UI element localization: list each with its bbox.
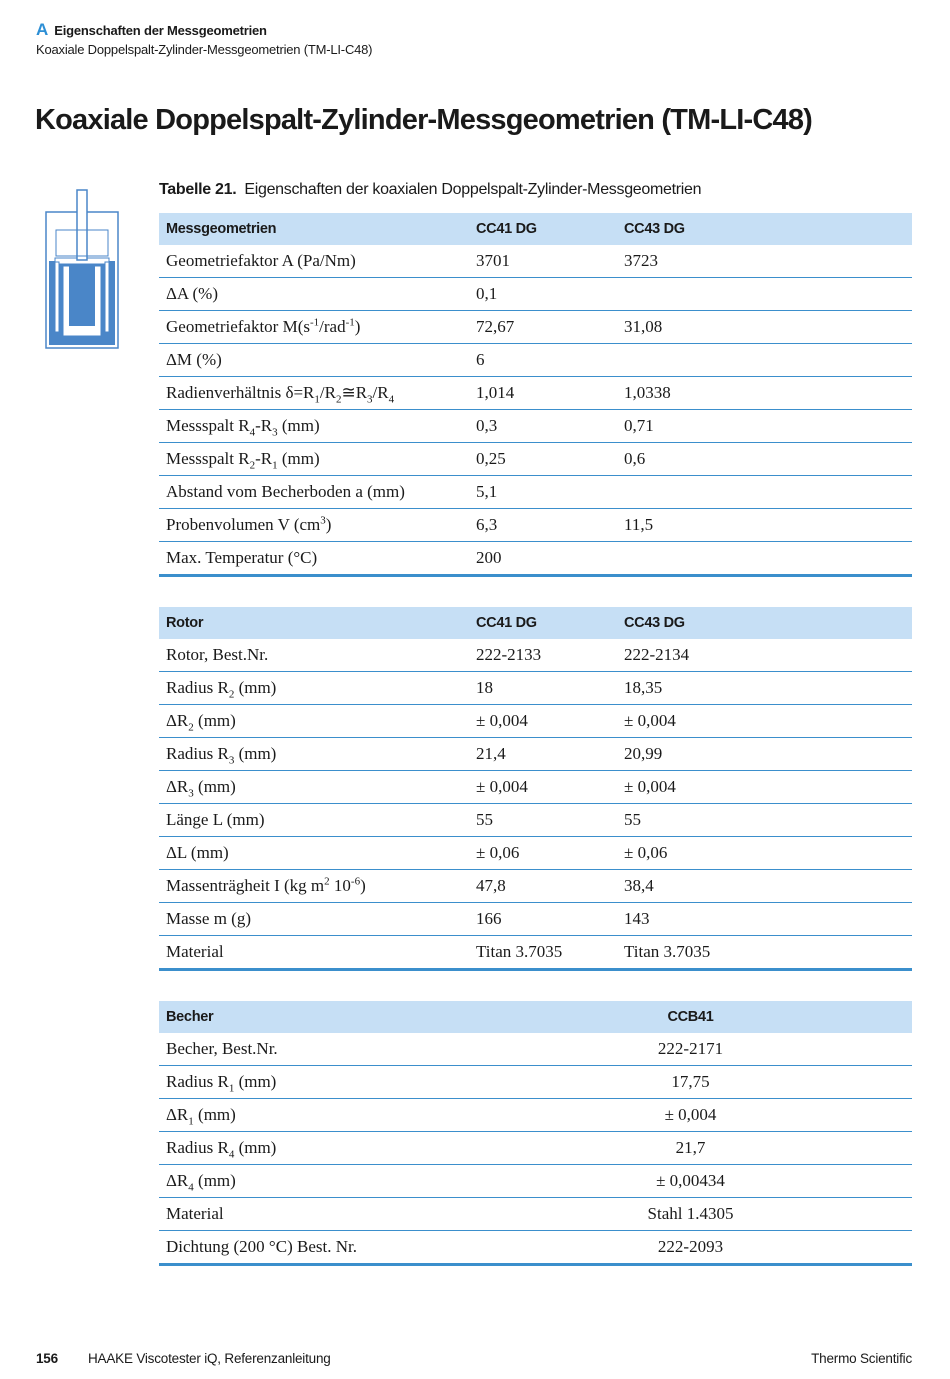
row-label: Masse m (g): [159, 903, 469, 936]
table-row: [159, 705, 912, 738]
row-label: Material: [159, 936, 469, 970]
cell-value: 222-2134: [617, 639, 912, 672]
row-label: $\Delta R_1$ (mm): [159, 1099, 469, 1132]
table-row: [159, 443, 912, 476]
cell-value: 6,3: [469, 509, 617, 542]
row-label: Massenträgheit I (kg $m^2$ $10^{-6}$): [159, 870, 469, 903]
table-row: [159, 278, 912, 311]
cell-value: 0,25: [469, 443, 617, 476]
table-row: [159, 738, 912, 771]
cell-value: 18,35: [617, 672, 912, 705]
cell-value: 31,08: [617, 311, 912, 344]
row-label: $\Delta R_4$ (mm): [159, 1165, 469, 1198]
cell-value: 222-2093: [469, 1231, 912, 1265]
table-row: [159, 1099, 912, 1132]
cell-value: 1,014: [469, 377, 617, 410]
cell-value: ± 0,004: [617, 705, 912, 738]
double-gap-cylinder-icon: [44, 188, 120, 350]
table-row: [159, 903, 912, 936]
table-row: [159, 509, 912, 542]
running-header: [36, 20, 372, 57]
chapter-letter: A: [36, 20, 49, 39]
cell-value: 20,99: [617, 738, 912, 771]
column-header: CCB41: [469, 1001, 912, 1033]
cell-value: ± 0,004: [469, 1099, 912, 1132]
cell-value: 0,1: [469, 278, 617, 311]
cell-value: 0,3: [469, 410, 617, 443]
table-row: [159, 311, 912, 344]
cell-value: Titan 3.7035: [617, 936, 912, 970]
section-name: Koaxiale Doppelspalt-Zylinder-Messgeometrien (TM-LI-C48): [36, 42, 373, 57]
column-header: Rotor: [159, 607, 469, 639]
cell-value: ± 0,004: [617, 771, 912, 804]
cell-value: [617, 476, 912, 509]
brand-name: Thermo Scientific: [811, 1351, 912, 1366]
table-row: [159, 837, 912, 870]
table-row: [159, 870, 912, 903]
cell-value: 38,4: [617, 870, 912, 903]
table-row: [159, 245, 912, 278]
table-row: [159, 1231, 912, 1265]
cell-value: ± 0,004: [469, 705, 617, 738]
cell-value: 166: [469, 903, 617, 936]
row-label: Radius $R_1$ (mm): [159, 1066, 469, 1099]
cell-value: ± 0,06: [617, 837, 912, 870]
cell-value: 21,7: [469, 1132, 912, 1165]
page-title: Koaxiale Doppelspalt-Zylinder-Messgeometrien (TM-LI-C48): [35, 104, 812, 136]
cell-value: 3701: [469, 245, 617, 278]
table-row: [159, 542, 912, 576]
table-row: [159, 344, 912, 377]
cell-value: [617, 278, 912, 311]
cell-value: 200: [469, 542, 617, 576]
caption-text: Eigenschaften der koaxialen Doppelspalt-Zylinder-Messgeometrien: [244, 181, 702, 198]
table-caption: [159, 181, 701, 199]
column-header: CC43 DG: [617, 607, 912, 639]
row-label: Geometriefaktor $M(s^{-1}/rad^{-1})$: [159, 311, 469, 344]
cell-value: [617, 344, 912, 377]
row-label: Dichtung (200 °C) Best. Nr.: [159, 1231, 469, 1265]
column-header: CC41 DG: [469, 607, 617, 639]
cell-value: 0,6: [617, 443, 912, 476]
cell-value: 222-2171: [469, 1033, 912, 1066]
table-row: [159, 1198, 912, 1231]
row-label: Messspalt $R_2-R_1$ (mm): [159, 443, 469, 476]
page-footer: [36, 1351, 912, 1366]
row-label: Becher, Best.Nr.: [159, 1033, 469, 1066]
table-row: [159, 476, 912, 509]
geometry-table: [159, 213, 912, 577]
table-header-row: [159, 607, 912, 639]
row-label: Messspalt $R_4-R_3$ (mm): [159, 410, 469, 443]
cell-value: 11,5: [617, 509, 912, 542]
cell-value: 47,8: [469, 870, 617, 903]
cell-value: 5,1: [469, 476, 617, 509]
cell-value: Titan 3.7035: [469, 936, 617, 970]
cell-value: 72,67: [469, 311, 617, 344]
cell-value: 0,71: [617, 410, 912, 443]
cup-table: [159, 1001, 912, 1266]
cell-value: 222-2133: [469, 639, 617, 672]
row-label: $\Delta R_2$ (mm): [159, 705, 469, 738]
row-label: Geometriefaktor A (Pa/Nm): [159, 245, 469, 278]
rotor-table: [159, 607, 912, 971]
cell-value: ± 0,06: [469, 837, 617, 870]
cell-value: 55: [617, 804, 912, 837]
table-row: [159, 1132, 912, 1165]
table-row: [159, 1066, 912, 1099]
table-header-row: [159, 1001, 912, 1033]
cell-value: 1,0338: [617, 377, 912, 410]
table-header-row: [159, 213, 912, 245]
chapter-title: Eigenschaften der Messgeometrien: [54, 23, 267, 38]
row-label: Radienverhältnis $\delta=R_1/R_2≅R_3/R_4$: [159, 377, 469, 410]
row-label: Radius $R_3$ (mm): [159, 738, 469, 771]
cell-value: Stahl 1.4305: [469, 1198, 912, 1231]
column-header: Messgeometrien: [159, 213, 469, 245]
table-row: [159, 771, 912, 804]
cell-value: ± 0,00434: [469, 1165, 912, 1198]
column-header: Becher: [159, 1001, 469, 1033]
table-row: [159, 639, 912, 672]
column-header: CC43 DG: [617, 213, 912, 245]
row-label: Radius $R_2$ (mm): [159, 672, 469, 705]
row-label: Max. Temperatur (°C): [159, 542, 469, 576]
table-row: [159, 936, 912, 970]
cell-value: 6: [469, 344, 617, 377]
cell-value: 17,75: [469, 1066, 912, 1099]
row-label: Abstand vom Becherboden a (mm): [159, 476, 469, 509]
row-label: Probenvolumen V $(cm^3)$: [159, 509, 469, 542]
table-row: [159, 672, 912, 705]
table-row: [159, 377, 912, 410]
column-header: CC41 DG: [469, 213, 617, 245]
cell-value: 55: [469, 804, 617, 837]
cell-value: [617, 542, 912, 576]
row-label: Rotor, Best.Nr.: [159, 639, 469, 672]
table-row: [159, 1033, 912, 1066]
row-label: $\Delta R_3$ (mm): [159, 771, 469, 804]
table-row: [159, 410, 912, 443]
cell-value: 21,4: [469, 738, 617, 771]
cell-value: ± 0,004: [469, 771, 617, 804]
cell-value: 143: [617, 903, 912, 936]
page-number: 156: [36, 1351, 58, 1366]
row-label: ΔL (mm): [159, 837, 469, 870]
cell-value: 18: [469, 672, 617, 705]
row-label: ΔA (%): [159, 278, 469, 311]
table-row: [159, 804, 912, 837]
row-label: ΔM (%): [159, 344, 469, 377]
document-title: HAAKE Viscotester iQ, Referenzanleitung: [88, 1351, 331, 1366]
table-row: [159, 1165, 912, 1198]
row-label: Länge L (mm): [159, 804, 469, 837]
row-label: Radius $R_4$ (mm): [159, 1132, 469, 1165]
cell-value: 3723: [617, 245, 912, 278]
caption-label: Tabelle 21.: [159, 181, 237, 198]
row-label: Material: [159, 1198, 469, 1231]
